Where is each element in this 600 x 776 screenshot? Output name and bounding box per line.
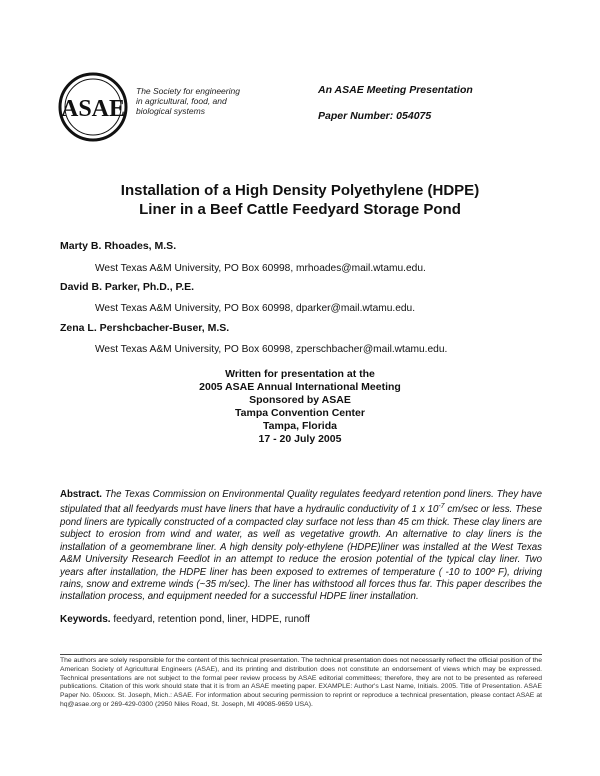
paper-number: Paper Number: 054075 [318,110,432,122]
abstract-label: Abstract. [60,489,102,500]
presentation-line: Written for presentation at the [225,368,375,380]
abstract-text: The Texas Commission on Environmental Quality regulates feedyard retention pond liners. They have stipulated that all feedyards must have liners that have a hydraulic conductivity of 1 x 10 [60,489,542,516]
presentation-line: Tampa Convention Center [235,407,365,419]
asae-logo [58,72,128,142]
abstract-exponent: -7 [438,503,445,511]
presentation-line: Sponsored by ASAE [249,394,351,406]
society-line: biological systems [136,106,205,116]
author-affiliation: West Texas A&M University, PO Box 60998, zperschbacher@mail.wtamu.edu. [95,344,448,355]
society-line: in agricultural, food, and [136,96,227,106]
title-line: Liner in a Beef Cattle Feedyard Storage Pond [139,201,461,218]
society-tagline [136,86,240,116]
abstract-text: cm/sec or less. These pond liners are typically constructed of a compacted clay surface not less than 45 cm thick. These clay liners are subject to erosion from wind and water, as well as vegetative growth. An alternative to clay liners is the installation of a geomembrane liner. A high density poly-ethylene (HDPE)liner was installed at the West Texas A&M University Research Feedlot in an attempt to reduce the erosion potential of the typical clay liner. Two years after installation, the HDPE liner has been exposed to extremes of temperature ( -10 to 100º F), driving rains, snow and extreme winds (~35 m/sec). The liner has withstood all forces thus far. This paper describes the installation process, and equipment needed for a successful HDPE liner installation. [60,504,542,603]
logo-text: ASAE [60,96,126,122]
author-affiliation: West Texas A&M University, PO Box 60998, dparker@mail.wtamu.edu. [95,303,416,314]
author-name: Marty B. Rhoades, M.S. [60,240,177,252]
footnote-divider [60,654,542,655]
society-line: The Society for engineering [136,86,240,96]
footnote: The authors are solely responsible for the content of this technical presentation. The technical presentation does not necessarily reflect the official position of the American Society of Agricultural Engineers (ASAE), and its printing and distribution does not constitute an endorsement of views which may be expressed. Technical presentations are not subject to the formal peer review process by ASAE editorial committees; therefore, they are not to be presented as refereed publications. Citation of this work should state that it is from an ASAE meeting paper. EXAMPLE: Author's Last Name, Initials. 2005. Title of Presentation. ASAE Paper No. 05xxxx. St. Joseph, Mich.: ASAE. For information about securing permission to reprint or reproduce a technical presentation, please contact ASAE at hq@asae.org or 269-429-0300 (2950 Niles Road, St. Joseph, MI 49085-9659 USA). [60,657,542,708]
presentation-line: 17 - 20 July 2005 [258,433,342,445]
keywords-label: Keywords. [60,614,111,625]
keywords-text: feedyard, retention pond, liner, HDPE, runoff [113,614,310,625]
abstract [60,489,542,604]
meeting-label: An ASAE Meeting Presentation [318,84,473,96]
author-affiliation: West Texas A&M University, PO Box 60998, mrhoades@mail.wtamu.edu. [95,263,426,274]
paper-title [0,181,600,219]
presentation-info [0,368,600,446]
presentation-line: Tampa, Florida [263,420,337,432]
author-name: Zena L. Pershcbacher-Buser, M.S. [60,322,230,334]
keywords [60,614,310,625]
presentation-line: 2005 ASAE Annual International Meeting [199,381,401,393]
author-name: David B. Parker, Ph.D., P.E. [60,281,195,293]
title-line: Installation of a High Density Polyethylene (HDPE) [120,182,480,199]
